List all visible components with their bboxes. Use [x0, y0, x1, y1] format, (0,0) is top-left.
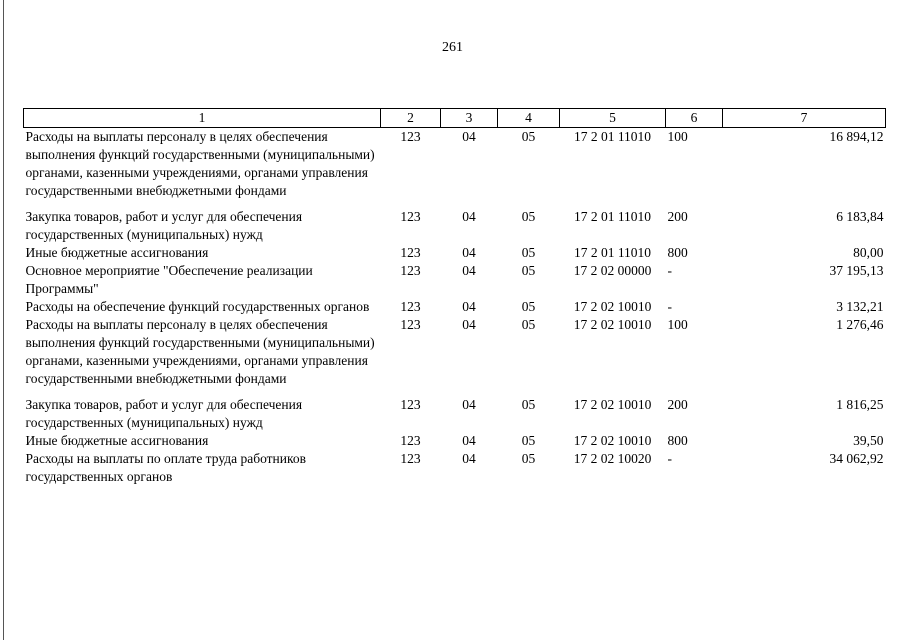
row-expense-type: 100 — [667, 317, 688, 332]
row-name: Расходы на выплаты по оплате труда работников государственных органов — [25, 451, 306, 484]
row-expense-type: - — [667, 263, 672, 278]
row-section: 04 — [462, 209, 476, 224]
row-target-article: 17 2 01 11010 — [573, 245, 652, 260]
row-target-article: 17 2 01 11010 — [573, 129, 652, 144]
table-row — [24, 450, 886, 486]
row-name: Иные бюджетные ассигнования — [25, 245, 209, 260]
table-row — [24, 128, 886, 209]
row-code: 123 — [400, 263, 421, 278]
row-code: 123 — [400, 245, 421, 260]
row-amount: 3 132,21 — [836, 299, 884, 314]
table-header-row — [24, 109, 886, 128]
column-header: 4 — [498, 109, 560, 128]
row-target-article: 17 2 01 11010 — [573, 209, 652, 224]
table-row — [24, 316, 886, 396]
row-amount: 1 276,46 — [836, 317, 884, 332]
row-code: 123 — [400, 451, 421, 466]
row-code: 123 — [400, 397, 421, 412]
row-subsection: 05 — [521, 451, 536, 466]
row-expense-type: 800 — [667, 433, 688, 448]
row-amount: 80,00 — [853, 245, 884, 260]
row-subsection: 05 — [521, 317, 536, 332]
row-name: Закупка товаров, работ и услуг для обеспечения государственных (муниципальных) нужд — [25, 209, 303, 242]
row-code: 123 — [400, 433, 421, 448]
row-section: 04 — [462, 129, 476, 144]
row-amount: 16 894,12 — [829, 129, 884, 144]
row-section: 04 — [462, 451, 476, 466]
row-subsection: 05 — [521, 129, 536, 144]
table-row — [24, 432, 886, 450]
row-target-article: 17 2 02 10010 — [573, 433, 652, 448]
row-subsection: 05 — [521, 209, 536, 224]
row-target-article: 17 2 02 10010 — [573, 317, 652, 332]
row-section: 04 — [462, 433, 476, 448]
budget-table — [23, 108, 886, 486]
row-subsection: 05 — [521, 263, 536, 278]
row-amount: 37 195,13 — [829, 263, 884, 278]
row-section: 04 — [462, 299, 476, 314]
column-header: 6 — [666, 109, 723, 128]
row-expense-type: 200 — [667, 209, 688, 224]
row-amount: 1 816,25 — [836, 397, 884, 412]
row-target-article: 17 2 02 10010 — [573, 299, 652, 314]
table-row — [24, 298, 886, 316]
row-expense-type: 200 — [667, 397, 688, 412]
table-row — [24, 262, 886, 298]
row-expense-type: - — [667, 451, 672, 466]
page-number: 261 — [442, 40, 463, 55]
row-expense-type: - — [667, 299, 672, 314]
row-amount: 39,50 — [853, 433, 884, 448]
row-section: 04 — [462, 245, 476, 260]
row-code: 123 — [400, 129, 421, 144]
row-subsection: 05 — [521, 397, 536, 412]
row-target-article: 17 2 02 00000 — [573, 263, 652, 278]
row-expense-type: 800 — [667, 245, 688, 260]
column-header: 3 — [441, 109, 498, 128]
row-target-article: 17 2 02 10010 — [573, 397, 652, 412]
column-header: 7 — [723, 109, 886, 128]
row-name: Иные бюджетные ассигнования — [25, 433, 209, 448]
row-amount: 34 062,92 — [829, 451, 884, 466]
table-row — [24, 396, 886, 432]
row-name: Закупка товаров, работ и услуг для обеспечения государственных (муниципальных) нужд — [25, 397, 303, 430]
row-subsection: 05 — [521, 299, 536, 314]
table-row — [24, 244, 886, 262]
column-header: 2 — [381, 109, 441, 128]
table-row — [24, 208, 886, 244]
row-code: 123 — [400, 209, 421, 224]
row-section: 04 — [462, 263, 476, 278]
column-header: 1 — [24, 109, 381, 128]
row-target-article: 17 2 02 10020 — [573, 451, 652, 466]
page-left-edge — [3, 0, 4, 640]
row-name: Расходы на выплаты персоналу в целях обеспечения выполнения функций государственными (муниципальными) органами, казенными учреждениями, органами управления государственными внебюджетными фондами — [25, 129, 375, 198]
column-header: 5 — [560, 109, 666, 128]
row-section: 04 — [462, 397, 476, 412]
row-name: Основное мероприятие "Обеспечение реализации Программы" — [25, 263, 313, 296]
row-name: Расходы на обеспечение функций государственных органов — [25, 299, 370, 314]
row-subsection: 05 — [521, 433, 536, 448]
row-subsection: 05 — [521, 245, 536, 260]
row-expense-type: 100 — [667, 129, 688, 144]
row-section: 04 — [462, 317, 476, 332]
row-name: Расходы на выплаты персоналу в целях обеспечения выполнения функций государственными (муниципальными) органами, казенными учреждениями, органами управления государственными внебюджетными фондами — [25, 317, 375, 386]
row-code: 123 — [400, 299, 421, 314]
row-amount: 6 183,84 — [836, 209, 884, 224]
row-code: 123 — [400, 317, 421, 332]
